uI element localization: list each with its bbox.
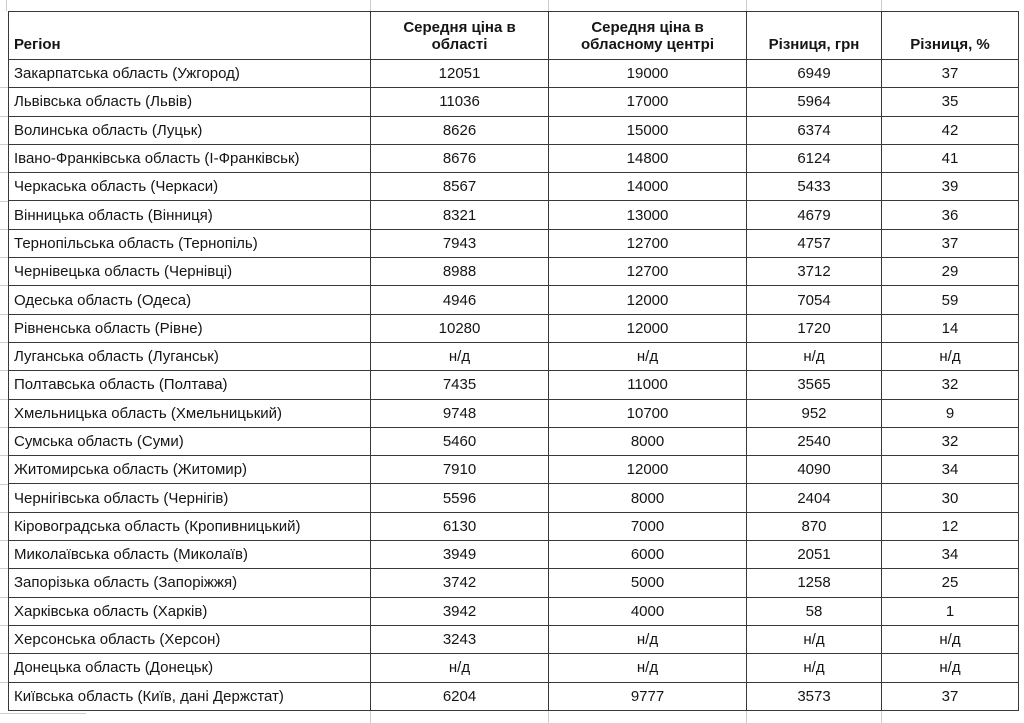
gridline-stub <box>0 144 8 145</box>
table-row <box>9 286 1019 314</box>
cell-avg-price-center: 12700 <box>549 229 747 257</box>
gridline-stub <box>370 0 371 11</box>
cell-region: Чернігівська область (Чернігів) <box>9 484 371 512</box>
cell-diff-percent: н/д <box>882 654 1019 682</box>
gridline-stub <box>0 229 8 230</box>
gridline-stub <box>0 540 8 541</box>
table-row <box>9 484 1019 512</box>
table-row <box>9 144 1019 172</box>
cell-diff-percent: 39 <box>882 173 1019 201</box>
cell-avg-price-oblast: 3949 <box>371 541 549 569</box>
cell-avg-price-center: 8000 <box>549 427 747 455</box>
cell-diff-percent: 36 <box>882 201 1019 229</box>
cell-diff-percent: 59 <box>882 286 1019 314</box>
table-row <box>9 342 1019 370</box>
cell-region: Київська область (Київ, дані Держстат) <box>9 682 371 710</box>
cell-diff-uah: 3712 <box>747 258 882 286</box>
cell-diff-uah: н/д <box>747 342 882 370</box>
cell-avg-price-center: 12700 <box>549 258 747 286</box>
gridline-stub <box>0 682 8 683</box>
cell-diff-uah: 58 <box>747 597 882 625</box>
cell-avg-price-oblast: н/д <box>371 654 549 682</box>
cell-diff-uah: 6124 <box>747 144 882 172</box>
cell-region: Полтавська область (Полтава) <box>9 371 371 399</box>
cell-diff-uah: 6949 <box>747 60 882 88</box>
gridline-stub <box>881 0 882 11</box>
table-row <box>9 427 1019 455</box>
gridline-stub <box>0 427 8 428</box>
cell-diff-percent: 37 <box>882 229 1019 257</box>
cell-avg-price-center: н/д <box>549 654 747 682</box>
cell-region: Черкаська область (Черкаси) <box>9 173 371 201</box>
cell-diff-uah: 3565 <box>747 371 882 399</box>
cell-diff-percent: 12 <box>882 512 1019 540</box>
gridline-stub <box>0 314 8 315</box>
cell-diff-percent: 35 <box>882 88 1019 116</box>
table-row <box>9 512 1019 540</box>
cell-avg-price-center: 10700 <box>549 399 747 427</box>
table-row <box>9 541 1019 569</box>
gridline-stub <box>0 713 86 714</box>
cell-diff-uah: 870 <box>747 512 882 540</box>
gridline-stub <box>370 711 371 723</box>
cell-avg-price-center: 12000 <box>549 314 747 342</box>
cell-diff-uah: 6374 <box>747 116 882 144</box>
table-row <box>9 60 1019 88</box>
cell-diff-uah: 952 <box>747 399 882 427</box>
cell-avg-price-oblast: 7943 <box>371 229 549 257</box>
table-row <box>9 682 1019 710</box>
cell-avg-price-center: 4000 <box>549 597 747 625</box>
cell-avg-price-center: 14800 <box>549 144 747 172</box>
gridline-stub <box>0 370 8 371</box>
cell-region: Донецька область (Донецьк) <box>9 654 371 682</box>
cell-diff-uah: 2540 <box>747 427 882 455</box>
cell-region: Волинська область (Луцьк) <box>9 116 371 144</box>
cell-region: Чернівецька область (Чернівці) <box>9 258 371 286</box>
cell-avg-price-oblast: 4946 <box>371 286 549 314</box>
gridline-stub <box>0 342 8 343</box>
gridline-stub <box>0 455 8 456</box>
cell-region: Рівненська область (Рівне) <box>9 314 371 342</box>
cell-avg-price-center: 6000 <box>549 541 747 569</box>
cell-avg-price-oblast: 5460 <box>371 427 549 455</box>
cell-diff-uah: 1720 <box>747 314 882 342</box>
cell-diff-percent: 1 <box>882 597 1019 625</box>
table-row <box>9 314 1019 342</box>
cell-avg-price-center: 13000 <box>549 201 747 229</box>
cell-avg-price-center: 15000 <box>549 116 747 144</box>
cell-avg-price-oblast: 12051 <box>371 60 549 88</box>
cell-diff-uah: 5433 <box>747 173 882 201</box>
cell-diff-uah: 2051 <box>747 541 882 569</box>
cell-region: Житомирська область (Житомир) <box>9 456 371 484</box>
cell-avg-price-center: н/д <box>549 625 747 653</box>
cell-avg-price-center: 7000 <box>549 512 747 540</box>
gridline-stub <box>0 625 8 626</box>
cell-region: Харківська область (Харків) <box>9 597 371 625</box>
cell-region: Миколаївська область (Миколаїв) <box>9 541 371 569</box>
cell-avg-price-center: 12000 <box>549 286 747 314</box>
cell-avg-price-oblast: 6130 <box>371 512 549 540</box>
table-row <box>9 201 1019 229</box>
cell-diff-uah: 4757 <box>747 229 882 257</box>
cell-avg-price-center: 8000 <box>549 484 747 512</box>
cell-diff-percent: 32 <box>882 427 1019 455</box>
cell-region: Херсонська область (Херсон) <box>9 625 371 653</box>
cell-region: Сумська область (Суми) <box>9 427 371 455</box>
table-row <box>9 456 1019 484</box>
cell-avg-price-center: 9777 <box>549 682 747 710</box>
cell-diff-percent: 37 <box>882 682 1019 710</box>
cell-diff-uah: 5964 <box>747 88 882 116</box>
cell-region: Львівська область (Львів) <box>9 88 371 116</box>
cell-diff-uah: 4679 <box>747 201 882 229</box>
cell-avg-price-oblast: 5596 <box>371 484 549 512</box>
cell-region: Хмельницька область (Хмельницький) <box>9 399 371 427</box>
cell-diff-uah: н/д <box>747 654 882 682</box>
cell-avg-price-center: 5000 <box>549 569 747 597</box>
cell-diff-percent: 41 <box>882 144 1019 172</box>
cell-avg-price-oblast: 3942 <box>371 597 549 625</box>
cell-avg-price-center: 14000 <box>549 173 747 201</box>
cell-avg-price-center: 17000 <box>549 88 747 116</box>
cell-avg-price-oblast: 7435 <box>371 371 549 399</box>
cell-diff-uah: 3573 <box>747 682 882 710</box>
table-row <box>9 229 1019 257</box>
cell-avg-price-oblast: 10280 <box>371 314 549 342</box>
cell-avg-price-oblast: 8988 <box>371 258 549 286</box>
cell-region: Запорізька область (Запоріжжя) <box>9 569 371 597</box>
gridline-stub <box>0 257 8 258</box>
table-row <box>9 258 1019 286</box>
cell-region: Вінницька область (Вінниця) <box>9 201 371 229</box>
cell-avg-price-oblast: 11036 <box>371 88 549 116</box>
cell-diff-percent: 34 <box>882 541 1019 569</box>
col-header-avg-price-oblast: Середня ціна в області <box>371 12 549 60</box>
table-row <box>9 173 1019 201</box>
gridline-stub <box>548 0 549 11</box>
cell-diff-uah: 4090 <box>747 456 882 484</box>
cell-avg-price-oblast: 8567 <box>371 173 549 201</box>
gridline-stub <box>0 285 8 286</box>
cell-diff-uah: н/д <box>747 625 882 653</box>
table-row <box>9 371 1019 399</box>
table-row <box>9 625 1019 653</box>
gridline-stub <box>0 512 8 513</box>
gridline-stub <box>0 597 8 598</box>
cell-avg-price-oblast: 9748 <box>371 399 549 427</box>
cell-avg-price-oblast: 3243 <box>371 625 549 653</box>
col-header-region: Регіон <box>9 12 371 60</box>
cell-region: Закарпатська область (Ужгород) <box>9 60 371 88</box>
table-row <box>9 569 1019 597</box>
cell-avg-price-oblast: 6204 <box>371 682 549 710</box>
cell-region: Луганська область (Луганськ) <box>9 342 371 370</box>
gridline-stub <box>0 201 8 202</box>
cell-diff-uah: 7054 <box>747 286 882 314</box>
table-row <box>9 399 1019 427</box>
table-row <box>9 88 1019 116</box>
cell-diff-percent: 14 <box>882 314 1019 342</box>
table-row <box>9 654 1019 682</box>
col-header-avg-price-center: Середня ціна в обласному центрі <box>549 12 747 60</box>
cell-avg-price-oblast: 7910 <box>371 456 549 484</box>
cell-diff-percent: 29 <box>882 258 1019 286</box>
cell-avg-price-center: н/д <box>549 342 747 370</box>
col-header-diff-percent: Різниця, % <box>882 12 1019 60</box>
cell-region: Івано-Франківська область (І-Франківськ) <box>9 144 371 172</box>
cell-diff-percent: 30 <box>882 484 1019 512</box>
table-row <box>9 116 1019 144</box>
gridline-stub <box>0 399 8 400</box>
gridline-stub <box>6 0 7 11</box>
gridline-stub <box>881 711 882 723</box>
cell-diff-percent: н/д <box>882 625 1019 653</box>
gridline-stub <box>746 0 747 11</box>
col-header-diff-uah: Різниця, грн <box>747 12 882 60</box>
gridline-stub <box>0 653 8 654</box>
gridline-stub <box>0 568 8 569</box>
cell-diff-percent: 9 <box>882 399 1019 427</box>
cell-avg-price-center: 11000 <box>549 371 747 399</box>
cell-diff-percent: н/д <box>882 342 1019 370</box>
cell-avg-price-oblast: 3742 <box>371 569 549 597</box>
cell-region: Кіровоградська область (Кропивницький) <box>9 512 371 540</box>
gridline-stub <box>746 711 747 723</box>
cell-diff-uah: 1258 <box>747 569 882 597</box>
cell-diff-percent: 25 <box>882 569 1019 597</box>
gridline-stub <box>0 484 8 485</box>
gridline-stub <box>548 711 549 723</box>
header-row <box>9 12 1019 60</box>
cell-region: Одеська область (Одеса) <box>9 286 371 314</box>
cell-diff-percent: 42 <box>882 116 1019 144</box>
cell-avg-price-center: 12000 <box>549 456 747 484</box>
cell-diff-uah: 2404 <box>747 484 882 512</box>
cell-diff-percent: 32 <box>882 371 1019 399</box>
cell-region: Тернопільська область (Тернопіль) <box>9 229 371 257</box>
cell-avg-price-oblast: н/д <box>371 342 549 370</box>
cell-avg-price-center: 19000 <box>549 60 747 88</box>
cell-diff-percent: 37 <box>882 60 1019 88</box>
cell-avg-price-oblast: 8676 <box>371 144 549 172</box>
gridline-stub <box>0 116 8 117</box>
table-body <box>9 60 1019 711</box>
cell-diff-percent: 34 <box>882 456 1019 484</box>
gridline-stub <box>0 172 8 173</box>
cell-avg-price-oblast: 8626 <box>371 116 549 144</box>
table-row <box>9 597 1019 625</box>
price-comparison-table <box>8 11 1019 711</box>
gridline-stub <box>0 87 8 88</box>
cell-avg-price-oblast: 8321 <box>371 201 549 229</box>
table-header <box>9 12 1019 60</box>
